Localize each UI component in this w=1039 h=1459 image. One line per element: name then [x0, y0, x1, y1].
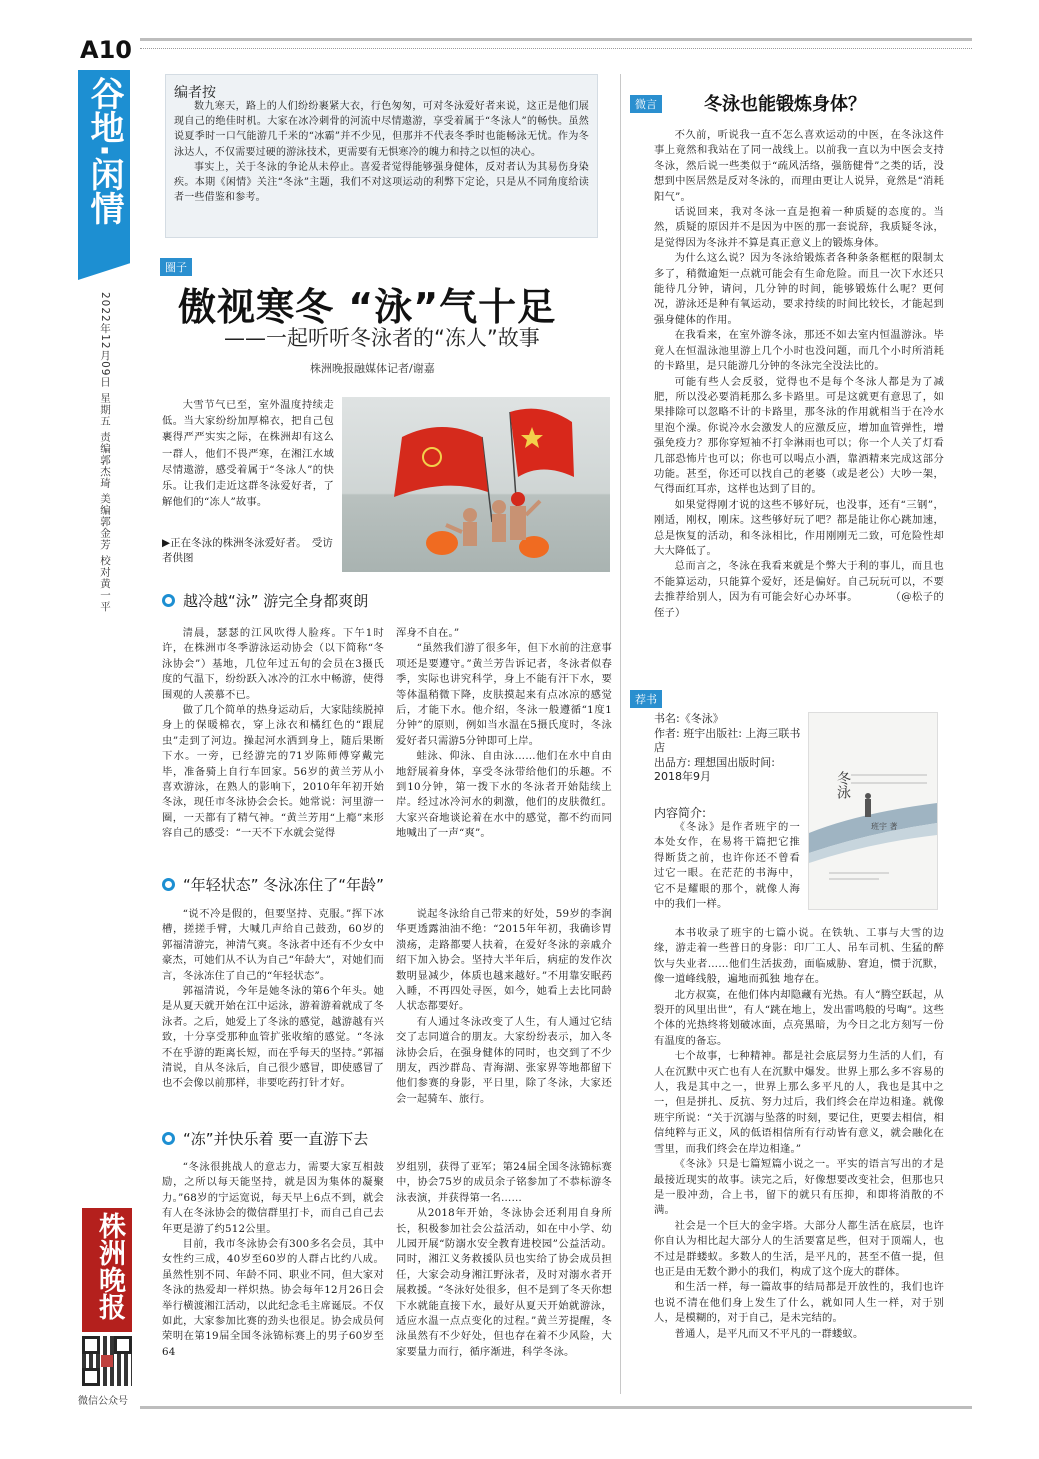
paragraph: 可能有些人会反驳，觉得也不是每个冬泳人都是为了减肥，所以没必要消耗那么多卡路里。可是这就更有意思了，如果排除可以忽略不计的卡路里，那冬泳的作用就相当于在冷水里泡个澡。你说冷水会激发人的应激反应，增加血管弹性，增强免疫力？那你穿短袖不打伞淋雨也可以；你一个人关了灯看几部恐怖片也可以；你也可以喝点小酒，靠酒精来完成这部分功能。甚至，你还可以找自己的老婆（或是老公）大吵一架，气得面红耳赤，这样也达到了目的。 [654, 375, 944, 496]
paragraph: 郭福清说，今年是她冬泳的第6个年头。她是从夏天就开始在江中运泳，游着游着就成了冬泳者。之后，她爱上了冬泳的感觉，越游越有兴致，十分享受那种血管扩张收缩的感觉。“冬泳不在乎游的距离长短，而在乎每天的坚持。”郭福清说，自从冬泳后，自己很少感冒，即使感冒了也不会像以前那样，非要吃药打针才好。 [162, 985, 384, 1090]
editor-note-label: 编者按 [174, 85, 216, 101]
paragraph: 社会是一个巨大的金字塔。大部分人都生活在底层，也许你自认为相比起大部分人的生活要富足些，但对于顶端人，也不过是群蝼蚁。多数人的生活，是平凡的，甚至不值一提，但也正是由无数个渺小的我们，构成了这个庞大的群体。 [654, 1219, 944, 1278]
paragraph: 从2018年开始，冬泳协会还利用自身所长，积极参加社会公益活动，如在中小学、幼儿园开展“防溺水安全教育进校园”公益活动。同时，湘江义务救援队员也实给了协会成员担任，大家会动身湘江野泳者，及时对溺水者开展救援。“冬泳好处很多，但不是到了冬天你想下水就能直接下水，最好从夏天开始就游泳，适应水温一点点变化的过程。”黄兰芳提醒，冬泳虽然有不少好处，但也存在着不少风险，大家要量力而行，循序渐进，科学冬泳。 [396, 1207, 612, 1358]
editor-note-body [174, 99, 589, 205]
paragraph: 浑身不自在。” [396, 627, 460, 639]
editor-note-paragraph: 数九寒天，路上的人们纷纷裹紧大衣，行色匆匆，可对冬泳爱好者来说，这正是他们展现自己的绝佳时机。大家在冰冷刺骨的河流中尽情遨游，享受着属于“冬泳人”的畅快。虽然说夏季时一口气能游几千米的“冰霸”并不少见，但那并不代表冬季时也能畅泳无忧。作为冬泳达人，不仅需要过硬的游泳技术，更需要有无惧寒冷的魄力和持之以恒的决心。 [174, 101, 589, 158]
section-3-col-1 [162, 1160, 384, 1360]
book-tag: 荐书 [630, 690, 662, 708]
qr-code [82, 1336, 132, 1386]
column-divider [620, 74, 621, 1394]
circle-icon [162, 878, 175, 891]
header-dotted-rule [140, 48, 972, 49]
book-intro-label: 内容简介: [654, 806, 707, 820]
paragraph: 目前，我市冬泳协会有300多名会员，其中女性约三成，40岁至60岁的人群占比约八成。虽然性别不同、年龄不同、职业不同，但大家对冬泳的热爱却一样炽热。协会每年12月26日会举行横渡湘江活动，以此纪念毛主席诞辰。不仅如此，大家参加比赛的劲头也很足。协会成员何荣明在第19届全国冬泳锦标赛上的男子60岁至64 [162, 1238, 384, 1358]
paragraph: 说起冬泳给自己带来的好处，59岁的李润华更透露油油不绝：“2015年年初，我确诊胃溃疡，走路都要人扶着，在爱好冬泳的亲戚介绍下加入协会。坚持大半年后，病症的发作次数明显减少，体质也越来越好。”不用靠安眠药入睡，不再四处寻医，如今，她看上去比同龄人状态都要好。 [396, 908, 612, 1013]
book-intro-wrap [654, 820, 800, 912]
paragraph: 和生活一样，每一篇故事的结局都是开放性的，我们也许也说不清在他们身上发生了什么，就如同人生一样，对于别人，是模糊的，对于自己，是未完结的。 [654, 1281, 944, 1325]
paragraph: 不久前，听说我一直不怎么喜欢运动的中医，在冬泳这件事上竟然和我站在了同一战线上。以前我一直以为中医会支持冬泳，然后说一些类似于“疏风活络，强筋健骨”之类的话，没想到中医居然是反对冬泳的，而理由更让人说异，竟然是“消耗阳气”。 [654, 129, 944, 203]
section-title: 谷地·闲情 [84, 76, 124, 225]
section-heading-1-text: 越冷越“泳” 游完全身都爽朗 [183, 592, 369, 610]
editor-note-paragraph: 事实上，关于冬泳的争论从未停止。喜爱者觉得能够强身健体，反对者认为其易伤身染疾。本期《闲情》关注“冬泳”主题，我们不对这项运动的利弊下定论，只是从不同角度给读者一些借鉴和参考。 [174, 161, 589, 204]
section-1-col-2 [396, 626, 612, 842]
photo-illustration [342, 397, 610, 572]
paragraph: 清晨，瑟瑟的江风吹得人脸疼。下午1时许，在株洲市冬季游泳运动协会（以下简称“冬泳协会”）基地，几位年过五旬的会员在3摄氏度的气温下，纷纷跃入冰冷的江水中畅游，使得围观的人羡慕不已。 [162, 627, 384, 701]
section-heading-1 [162, 590, 368, 611]
paragraph: 七个故事，七种精神。都是社会底层努力生活的人们，有人在沉默中灭亡也有人在沉默中爆发。世界上那么多不容易的人，我是其中之一，世界上那么多平凡的人，我也是其中之一，但是拼扎、反抗、努力过后，我们终会在岸边相逢。就像班宇所说：“关于沉溺与坠落的时刻，要记住，更要去相信，相信纯粹与正义，风的低语相信所有行动皆有意义，就会融化在雪里，而我们终会在岸边相逢。” [654, 1050, 944, 1155]
section-heading-3 [162, 1128, 368, 1149]
paragraph: 总而言之，冬泳在我看来就是个弊大于利的事儿，而且也不能算运动，只能算个爱好，还是偏好。自己玩玩可以，不要去推荐给别人，因为有可能会好心办坏事。 （@松子的侄子） [654, 560, 944, 619]
paragraph: 岁组别，获得了亚军；第24届全国冬泳锦标赛中，协会75岁的成员余子铭参加了不恭标游冬泳表演，并获得第一名…… [396, 1161, 612, 1204]
section-2-col-2 [396, 907, 612, 1107]
footer-rule [140, 1406, 972, 1409]
paragraph: “说不冷是假的，但要坚持、克服。”挥下冰槽，搓搓手臂，大喊几声给自己鼓劲，60岁的郭福清游完，神清气爽。冬泳者中还有不少女中豪杰，可她们从不认为自己“年龄大”，对她们而言，冬泳冻住了自己的“年轻状态”。 [162, 908, 384, 982]
page-number: A10 [80, 36, 132, 64]
section-3-col-2 [396, 1160, 612, 1360]
newspaper-logo-text: 株洲晚报 [94, 1212, 125, 1320]
section-heading-2-text: “年轻状态” 冬泳冻住了“年龄” [183, 876, 384, 894]
paragraph: 蛙泳、仰泳、自由泳……他们在水中自由地舒展着身体，享受冬泳带给他们的乐趣。不到10分钟，第一拨下水的冬泳者开始陆续上岸。经过冰冷河水的刺激，他们的皮肤微红。大家兴奋地谈论着在水中的感觉，都不约而同地喊出了一声“爽”。 [396, 750, 612, 840]
header-rule [140, 38, 972, 41]
cold-swim-photo [342, 397, 610, 572]
book-cover [808, 712, 938, 910]
section-2-col-1 [162, 907, 384, 1092]
opinion-title: 冬泳也能锻炼身体？ [704, 94, 866, 115]
paragraph: 为什么这么说？因为冬泳给锻炼者各种条条框框的限制太多了，稍微逾矩一点就可能会有生命危险。而且一次下水还只能待几分钟，请问，几分钟的时间，能够锻炼什么呢？更何况，游泳还是种有氧运动，要求持续的时间比较长，才能起到强身健体的作用。 [654, 252, 944, 326]
book-info: 书名:《冬泳》 作者: 班宇出版社: 上海三联书店 出品方: 理想国出版时间: 2018年9月 [654, 712, 801, 783]
paragraph: 如果觉得刚才说的这些不够好玩，也没事，还有“三钢”，刚适，刚权，刚床。这些够好玩了吧？都是能让你心跳加速，总是恢复的活动，和冬泳相比，作用刚刚无二致，可危险性却大大降低了。 [654, 498, 944, 557]
byline: 株洲晚报融媒体记者/谢嘉 [310, 362, 435, 375]
photo-caption-text: ▶正在冬泳的株洲冬泳爱好者。 受访者供图 [162, 537, 333, 564]
book-cover-title: 冬泳 [835, 771, 851, 799]
qr-caption: 微信公众号 [78, 1396, 128, 1407]
opinion-body [654, 128, 944, 621]
page-meta-line: 2022年12月09日 星期五 责编郭杰琦 美编郭金芳 校对黄一平 [99, 292, 111, 613]
paragraph: 有人通过冬泳改变了人生，有人通过它结交了志同道合的朋友。大家纷纷表示，加入冬泳协会后，在强身健体的同时，也交到了不少朋友，西沙群岛、青海湖、张家界等地都留下他们参赛的身影，平日里，除了冬泳，大家还会一起骑车、旅行。 [396, 1015, 612, 1105]
lead-text: 大雪节气已至，室外温度持续走低。当大家纷纷加厚棉衣，把自己包裹得严严实实之际，在株洲却有这么一群人，他们不畏严寒，在湘江水域尽情遨游，感受着属于“冬泳人”的快乐。让我们走近这群冬泳爱好者，了解他们的“冻人”故事。 [162, 399, 334, 509]
circle-tag: 圈子 [160, 258, 192, 276]
photo-caption [162, 536, 334, 566]
paragraph: “冬泳很挑战人的意志力，需要大家互相鼓励，之所以每天能坚持，就是因为集体的凝聚力。”68岁的宁运宽说，每天早上6点不到，就会有人在冬泳协会的微信群里打卡，而自己自己去年更是游了约512公里。 [162, 1161, 384, 1235]
paragraph: 做了几个简单的热身运动后，大家陆续脱掉身上的保暖棉衣，穿上泳衣和橘红色的“跟屁虫”走到了河边。操起河水洒到身上，随后果断下水。一旁，已经游完的71岁陈师傅穿戴完毕，准备骑上自行车回家。56岁的黄兰芳从小喜欢游泳，在熟人的影响下，2010年年初开始冬泳，现任市冬泳协会会长。她常说：河里游一圈，一天都有了精气神。“黄兰芳用“上瘾”来形容自己的感受：“一天不下水就会觉得 [162, 704, 384, 840]
paragraph: 北方叔寞，在他们体内却隐藏有光热。有人“腾空跃起，从裂开的风里出世”，有人“跳在地上，发出雷鸣般的号啕”。这些个体的光热终将划破冰面，点亮黑暗，为今日之北方刻写一份有温度的备忘。 [654, 988, 944, 1047]
paragraph: 《冬泳》是作者班宇的一本处女作，在易将干篇把它推得断货之前，也许你还不曾看过它一眼。在茫茫的书海中，它不是耀眼的那个，就像人海中的我们一样。 [654, 821, 800, 911]
book-cover-art [809, 713, 937, 909]
paragraph: 话说回来，我对冬泳一直是抱着一种质疑的态度的。当然，质疑的原因并不是因为中医的那一套说辞，我质疑冬泳，是觉得因为冬泳并不算是真正意义上的锻炼身体。 [654, 206, 944, 249]
paragraph: 在我看来，在室外游冬泳，那还不如去室内恒温游泳。毕竟人在恒温泳池里游上几个小时也没问题，而几个小时所消耗的卡路里，是只能游几分钟的冬泳完全没法比的。 [654, 329, 944, 373]
paragraph: 《冬泳》只是七篇短篇小说之一。平实的语言写出的才是最接近现实的故事。读完之后，好像想要改变社会，但那也只是一股冲劲，合上书，留下的就只有压抑，和即将消散的不满。 [654, 1158, 944, 1217]
paragraph: 普通人，是平凡而又不平凡的一群蝼蚁。 [674, 1327, 864, 1340]
main-headline: 傲视寒冬 “泳”气十足 [178, 285, 557, 329]
paragraph: “虽然我们游了很多年，但下水前的注意事项还是要遵守。”黄兰芳告诉记者，冬泳者似春季，实际也讲究科学，身上不能有汗下水，要等体温稍微下降，皮肤摸起来有点冰凉的感觉后，才能下水。他介绍，冬泳一般遵循“1度1分钟”的原则，例如当水温在5摄氏度时，冬泳爱好者只需游5分钟即可上岸。 [396, 642, 612, 747]
lead-paragraph [162, 397, 334, 510]
book-body [654, 926, 944, 1342]
main-subheadline: ——一起听听冬泳者的“冻人”故事 [224, 326, 540, 350]
opinion-tag: 微言 [630, 95, 662, 113]
circle-icon [162, 594, 175, 607]
circle-icon [162, 1132, 175, 1145]
book-cover-author: 班宇 著 [871, 822, 898, 831]
section-1-col-1 [162, 626, 384, 842]
section-heading-3-text: “冻”并快乐着 要一直游下去 [183, 1130, 369, 1148]
editor-note-box [165, 74, 598, 238]
paragraph: 本书收录了班宇的七篇小说。在铁轨、工事与大雪的边缘，游走着一些普日的身影：印厂工人、吊车司机、生猛的醉饮与失业者……他们生活拔劲，面临威胁、窘迫，惯于沉默，像一道峰线般，遍地而孤独 地存在。 [654, 927, 944, 986]
section-heading-2 [162, 874, 384, 895]
